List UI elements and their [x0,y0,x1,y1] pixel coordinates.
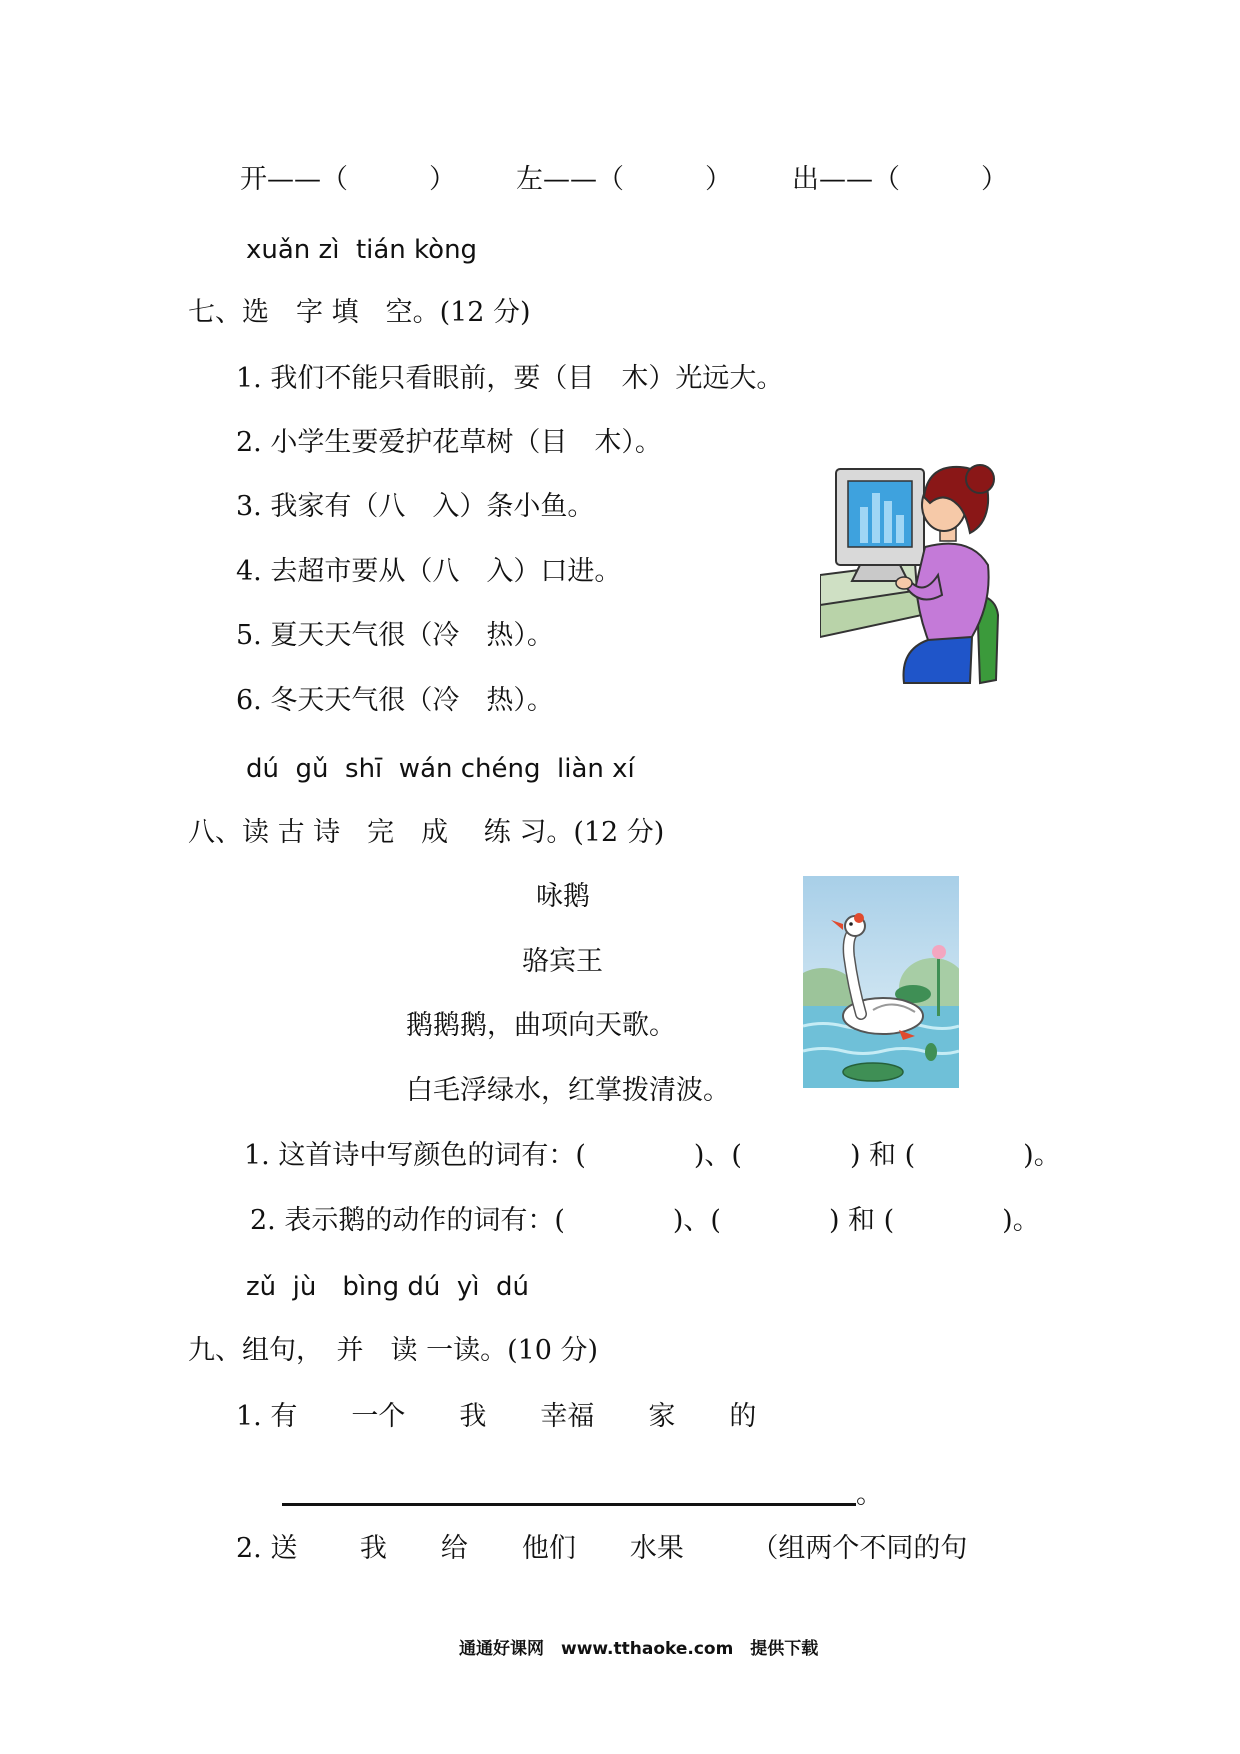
section8-question-1: 1. 这首诗中写颜色的词有：( )、( ) 和 ( )。 [244,1140,1061,1171]
section8-question-2: 2. 表示鹅的动作的词有：( )、( ) 和 ( )。 [250,1205,1040,1236]
section8-title: 八、读 古 诗 完 成 练 习。(12 分) [188,817,665,848]
section7-item-5: 5. 夏天天气很（冷 热）。 [236,620,554,651]
poem-author: 骆宾王 [522,946,603,977]
section7-item-2: 2. 小学生要爱护花草树（目 木）。 [236,427,662,458]
answer-line-period: 。 [856,1479,883,1510]
section9-item-1: 1. 有 一个 我 幸福 家 的 [236,1401,757,1432]
antonym-kai: 开——（ ） [240,164,456,195]
section7-item-1: 1. 我们不能只看眼前，要（目 木）光远大。 [236,363,784,394]
poem-line-2: 白毛浮绿水，红掌拨清波。 [406,1075,730,1106]
antonym-zuo: 左——（ ） [516,164,732,195]
antonym-chu: 出——（ ） [792,164,1008,195]
poem-title: 咏鹅 [536,881,590,912]
section9-pinyin: zǔ jù bìng dú yì dú [246,1272,529,1302]
footer-credit: 通通好课网 www.tthaoke.com 提供下载 [459,1639,819,1659]
section7-item-3: 3. 我家有（八 入）条小鱼。 [236,491,595,522]
section8-pinyin: dú gǔ shī wán chéng liàn xí [246,754,635,784]
answer-line[interactable] [282,1503,856,1506]
poem-line-1: 鹅鹅鹅，曲项向天歌。 [406,1010,676,1041]
section7-pinyin: xuǎn zì tián kòng [246,235,478,265]
section9-item-2: 2. 送 我 给 他们 水果 （组两个不同的句 [236,1533,968,1564]
computer-user-illustration [820,455,1000,685]
section7-title: 七、选 字 填 空。(12 分) [188,297,531,328]
section7-item-4: 4. 去超市要从（八 入）口进。 [236,556,622,587]
section7-item-6: 6. 冬天天气很（冷 热）。 [236,685,554,716]
section9-title: 九、组句， 并 读 一读。(10 分) [188,1335,599,1366]
goose-illustration [803,876,959,1088]
